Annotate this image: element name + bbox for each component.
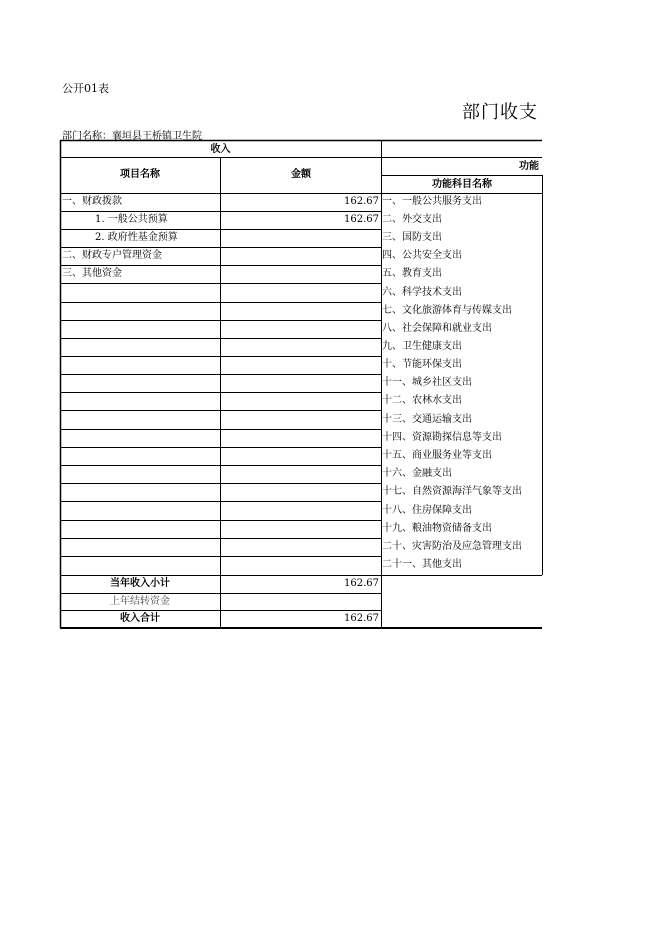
expense-row: 七、文化旅游体育与传媒支出 xyxy=(382,305,512,316)
subtotal-label: 当年收入小计 xyxy=(110,578,170,589)
income-row-amount: 162.67 xyxy=(344,196,379,207)
function-header: 功能 xyxy=(519,161,539,172)
income-row-name: 1. 一般公共预算 xyxy=(95,214,168,225)
expense-row: 十二、农林水支出 xyxy=(382,395,462,406)
expense-row: 十四、资源勘探信息等支出 xyxy=(382,432,502,443)
col-function-name: 功能科目名称 xyxy=(432,179,492,190)
expense-row: 三、国防支出 xyxy=(382,232,442,243)
department-name: 部门名称：襄垣县王桥镇卫生院 xyxy=(62,131,202,142)
expense-row: 十七、自然资源海洋气象等支出 xyxy=(382,486,522,497)
total-label: 收入合计 xyxy=(120,613,160,624)
income-row-name: 二、财政专户管理资金 xyxy=(62,250,162,261)
total-amount: 162.67 xyxy=(344,613,379,624)
income-row-amount: 162.67 xyxy=(344,214,379,225)
expense-row: 五、教育支出 xyxy=(382,268,442,279)
expense-row: 一、一般公共服务支出 xyxy=(382,196,482,207)
expense-row: 十六、金融支出 xyxy=(382,468,452,479)
expense-row: 八、社会保障和就业支出 xyxy=(382,323,492,334)
expense-row: 十五、商业服务业等支出 xyxy=(382,450,492,461)
income-row-amount xyxy=(221,265,379,283)
expense-row: 十、节能环保支出 xyxy=(382,359,462,370)
col-item-name: 项目名称 xyxy=(120,169,160,180)
income-row-amount xyxy=(221,229,379,247)
expense-row: 六、科学技术支出 xyxy=(382,287,462,298)
expense-row: 二十一、其他支出 xyxy=(382,559,462,570)
col-amount: 金额 xyxy=(291,169,311,180)
form-code: 公开01表 xyxy=(62,82,109,95)
expense-row: 二、外交支出 xyxy=(382,214,442,225)
expense-row: 十九、粮油物资储备支出 xyxy=(382,523,492,534)
income-row-name: 三、其他资金 xyxy=(62,268,122,279)
page-title: 部门收支 xyxy=(462,102,538,123)
subtotal-amount: 162.67 xyxy=(344,578,379,589)
expense-row: 十一、城乡社区支出 xyxy=(382,377,472,388)
carryover-label: 上年结转资金 xyxy=(110,596,170,607)
expense-row: 十三、交通运输支出 xyxy=(382,414,472,425)
expense-row: 四、公共安全支出 xyxy=(382,250,462,261)
expense-row: 十八、住房保障支出 xyxy=(382,505,472,516)
expense-row: 九、卫生健康支出 xyxy=(382,341,462,352)
expense-row: 二十、灾害防治及应急管理支出 xyxy=(382,541,522,552)
income-header: 收入 xyxy=(210,144,231,155)
income-row-name: 2. 政府性基金预算 xyxy=(95,232,178,243)
income-row-name: 一、财政拨款 xyxy=(62,196,122,207)
income-row-amount xyxy=(221,247,379,265)
